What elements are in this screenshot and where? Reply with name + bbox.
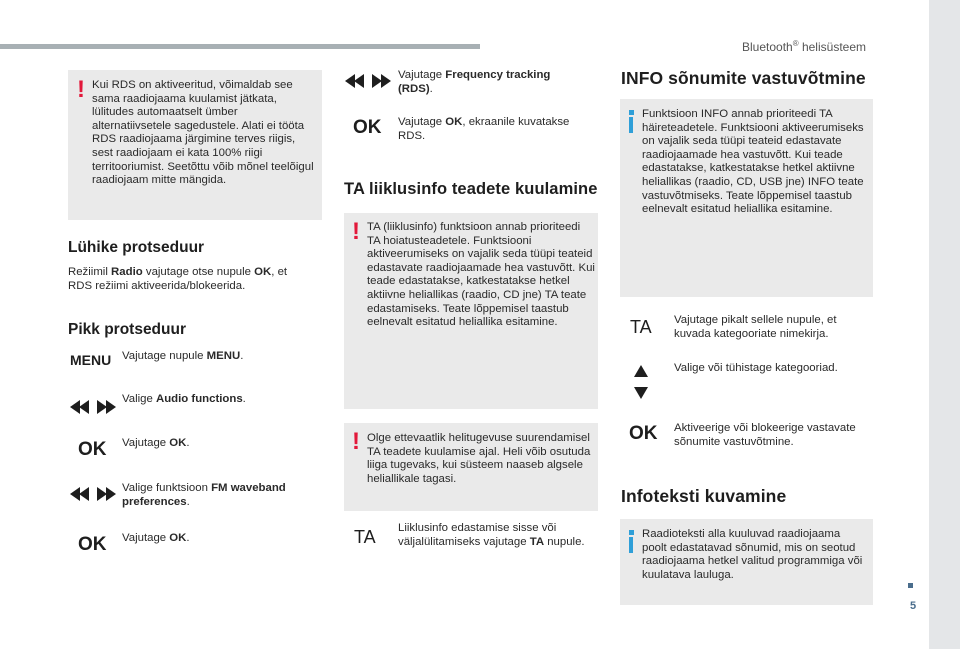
ok-key-label: OK: [78, 534, 107, 555]
step-activate-messages: Aktiveerige või blokeerige vastavate sõnumite vastuvõtmine.: [674, 422, 856, 448]
up-down-arrows-icon: [634, 365, 648, 399]
step-post: .: [242, 393, 246, 405]
page-number: 5: [910, 600, 917, 612]
step-bold: FM waveband preferences: [122, 482, 286, 508]
step-pre: Vajutage: [398, 116, 446, 128]
ta-key-label: TA: [630, 317, 652, 337]
volume-warning-text: Olge ettevaatlik helitugevuse suurendamisel TA teadete kuulamise ajal. Heli võib osutuda liiga tugevaks, kui süsteem naaseb algsele heliallikale tagasi.: [367, 432, 591, 485]
step-pre: Vajutage nupule: [122, 350, 207, 362]
header-title: Bluetooth: [742, 40, 793, 54]
step-bold: MENU: [206, 350, 241, 362]
info-icon: [629, 110, 633, 133]
step-post: nupule.: [544, 535, 585, 548]
step-post: .: [186, 495, 190, 508]
step-select-categories: Valige või tühistage kategooriad.: [674, 362, 838, 374]
step-pre: Valige funktsioon: [122, 482, 212, 494]
warning-icon: !: [352, 428, 360, 455]
step-pre: Vajutage: [122, 532, 170, 544]
step-bold: Frequency tracking (RDS): [398, 69, 551, 95]
ok-key-label: OK: [629, 423, 658, 444]
step-bold: Audio functions: [155, 393, 243, 405]
infotext-note-text: Raadioteksti alla kuuluvad raadiojaama poolt edastatavad sõnumid, mis on seotud raadiojaama hetkel valitud programmiga või kuulatava lauluga.: [642, 528, 863, 581]
short-mid: vajutage otse nupule: [142, 266, 255, 278]
short-bold-radio: Radio: [111, 266, 143, 278]
step-bold: TA: [529, 535, 545, 548]
ok-key-label: OK: [78, 439, 107, 460]
header-title-rest: helisüsteem: [798, 40, 866, 54]
step-ok-rds: [398, 116, 588, 143]
step-audio-functions: [122, 393, 312, 407]
warning-icon: !: [77, 76, 85, 103]
left-right-arrows-icon: [70, 487, 116, 501]
page-side-band: [929, 0, 960, 649]
warning-icon: !: [352, 218, 360, 245]
short-post: , et RDS režiimi aktiveerida/blokeerida.: [68, 266, 288, 292]
step-bold: OK: [169, 532, 187, 544]
left-right-arrows-icon: [345, 74, 391, 88]
page-header: [742, 39, 866, 54]
step-bold: OK: [169, 437, 187, 449]
step-menu: [122, 350, 312, 364]
ta-key-label: TA: [354, 527, 376, 547]
step-pre: Vajutage: [122, 437, 170, 449]
step-post: .: [240, 350, 244, 362]
step-ok-1: [122, 437, 312, 451]
step-post: .: [429, 82, 433, 95]
short-bold-ok: OK: [254, 266, 272, 278]
top-rule: [0, 44, 480, 49]
step-ta-long-press: Vajutage pikalt sellele nupule, et kuvada kategooriate nimekirja.: [674, 314, 837, 340]
infotext-section-title: Infoteksti kuvamine: [621, 486, 787, 506]
short-pre: Režiimil: [68, 266, 112, 278]
page-marker: [908, 583, 913, 588]
ta-section-title: TA liiklusinfo teadete kuulamine: [344, 180, 598, 198]
rds-warning-text: Kui RDS on aktiveeritud, võimaldab see sama raadiojaama kuulamist jätkata, lülitudes automaatselt ümber alternatiivsetele sagedustele. Alati ei tööta RDS raadiojaama järgimine terves riigis, sest raadiojaam ei kata 100% riigi territooriumist. Seetõttu võib mõnel teelõigul raadiojaam mitte mängida.: [92, 79, 314, 187]
step-bold: OK: [445, 116, 463, 128]
step-pre: Liiklusinfo edastamise sisse või väljalülitamiseks vajutage: [398, 522, 557, 548]
info-section-title: INFO sõnumite vastuvõtmine: [621, 68, 866, 88]
ta-warning-text: TA (liiklusinfo) funktsioon annab prioriteedi TA hoiatusteadetele. Funktsiooni aktiveerumiseks on vajalik seda tüüpi teateid edastavate raadiojaamade hea vastuvõtt. Kui teade edastatakse, katkestatakse hetkel aktiivne heliallikas (raadio, CD jne) TA teate edastamiseks. Teate lõppemisel taastub eelnevalt esitatud heliallika esitamine.: [367, 221, 595, 329]
ok-key-label: OK: [353, 117, 382, 138]
info-icon: [629, 530, 633, 553]
info-note-text: Funktsioon INFO annab prioriteedi TA häireteadetele. Funktsiooni aktiveerumiseks on vajalik seda tüüpi teateid edastavate raadiojaamade hea vastuvõtt. Kui teade edastatakse, katkestatakse hetkel aktiivne heliallikas (raadio, CD, USB jne) INFO teate vastuvõtmiseks. Teate lõppemisel taastub eelnevalt esitatud heliallika esitamine.: [642, 108, 864, 216]
step-post: , ekraanile kuvatakse RDS.: [398, 116, 570, 142]
step-ta-toggle: [398, 522, 588, 549]
registered-mark: ®: [792, 39, 799, 48]
step-pre: Valige: [122, 393, 156, 405]
step-post: .: [186, 437, 190, 449]
step-post: .: [186, 532, 190, 544]
short-procedure-title: Lühike protseduur: [68, 239, 205, 256]
left-right-arrows-icon: [70, 400, 116, 414]
step-fm-waveband: [122, 482, 307, 509]
menu-key-label: MENU: [70, 352, 112, 368]
step-frequency-tracking: [398, 69, 588, 96]
long-procedure-title: Pikk protseduur: [68, 321, 186, 338]
step-pre: Vajutage: [398, 69, 446, 81]
short-procedure-text: [68, 266, 313, 293]
step-ok-2: [122, 532, 312, 546]
